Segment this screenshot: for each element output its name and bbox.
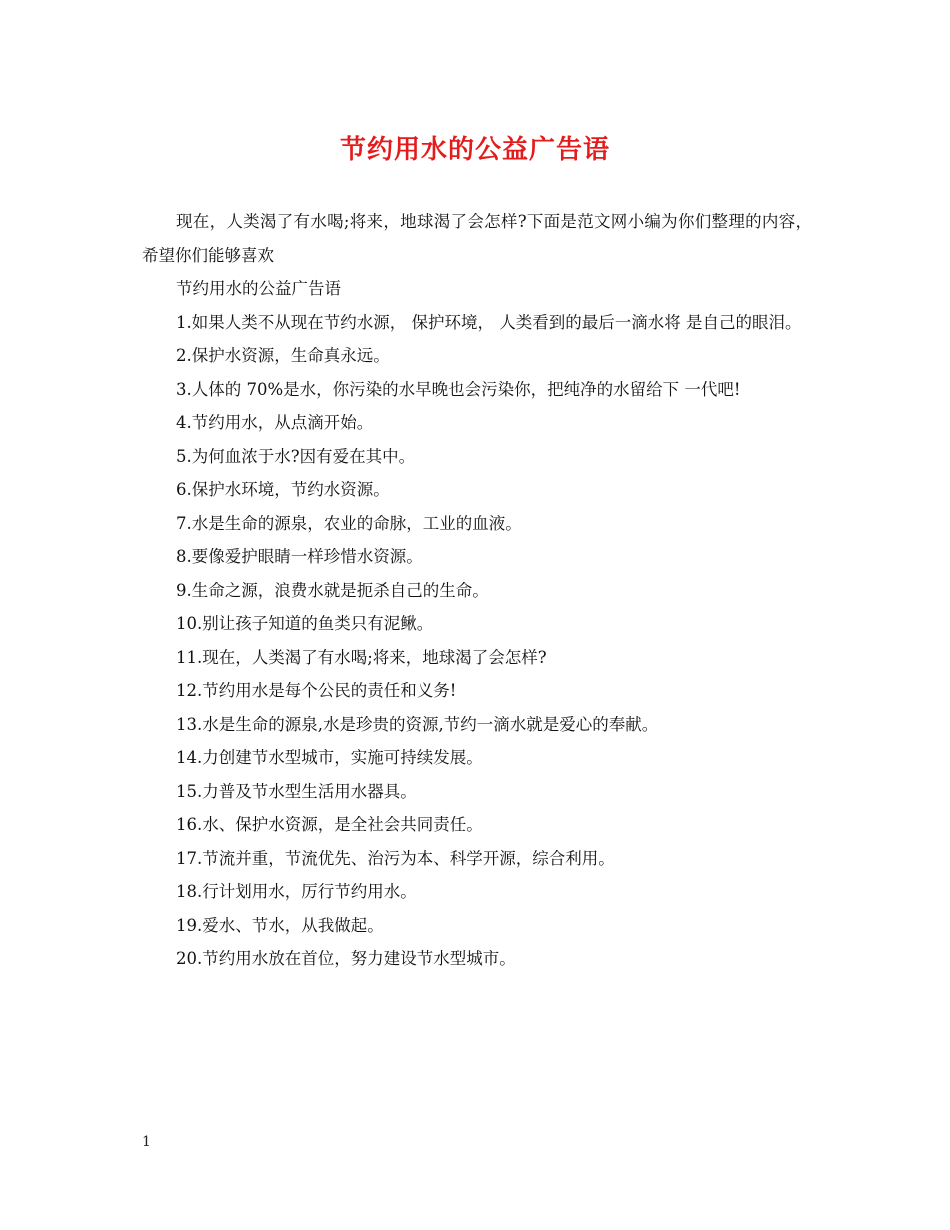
list-item: 3.人体的 70%是水，你污染的水早晚也会污染你，把纯净的水留给下 一代吧! [176, 379, 741, 399]
list-item: 13.水是生命的源泉,水是珍贵的资源,节约一滴水就是爱心的奉献。 [176, 714, 659, 734]
list-item: 9.生命之源，浪费水就是扼杀自己的生命。 [176, 580, 489, 600]
list-item: 2.保护水资源，生命真永远。 [176, 346, 390, 365]
list-item: 6.保护水环境，节约水资源。 [176, 480, 390, 499]
list-item: 19.爱水、节水，从我做起。 [176, 915, 384, 935]
list-item: 12.节约用水是每个公民的责任和义务! [176, 681, 457, 700]
intro-paragraph: 现在，人类渴了有水喝;将来，地球渴了会怎样?下面是范文网小编为你们整理的内容，希望你们能够喜欢 [142, 212, 812, 265]
list-item: 15.力普及节水型生活用水器具。 [176, 781, 417, 801]
list-item: 14.力创建节水型城市，实施可持续发展。 [176, 748, 483, 767]
section-heading: 节约用水的公益广告语 [176, 279, 341, 298]
list-item: 18.行计划用水，厉行节约用水。 [176, 882, 417, 901]
document-body [142, 205, 812, 976]
list-item: 16.水、保护水资源，是全社会共同责任。 [176, 815, 483, 834]
list-item: 1.如果人类不从现在节约水源， 保护环境， 人类看到的最后一滴水将 是自己的眼泪。 [176, 312, 802, 332]
slogan-list [142, 306, 812, 976]
list-item: 7.水是生命的源泉，农业的命脉，工业的血液。 [176, 513, 522, 533]
list-item: 5.为何血浓于水?因有爱在其中。 [176, 446, 416, 466]
page-number: 1 [142, 1134, 151, 1150]
list-item: 10.别让孩子知道的鱼类只有泥鳅。 [176, 614, 434, 633]
list-item: 20.节约用水放在首位，努力建设节水型城市。 [176, 949, 516, 968]
list-item: 17.节流并重，节流优先、治污为本、科学开源，综合利用。 [176, 848, 615, 868]
list-item: 4.节约用水，从点滴开始。 [176, 413, 374, 432]
list-item: 11.现在，人类渴了有水喝;将来，地球渴了会怎样? [176, 647, 547, 667]
document-title: 节约用水的公益广告语 [339, 135, 610, 165]
list-item: 8.要像爱护眼睛一样珍惜水资源。 [176, 547, 423, 566]
